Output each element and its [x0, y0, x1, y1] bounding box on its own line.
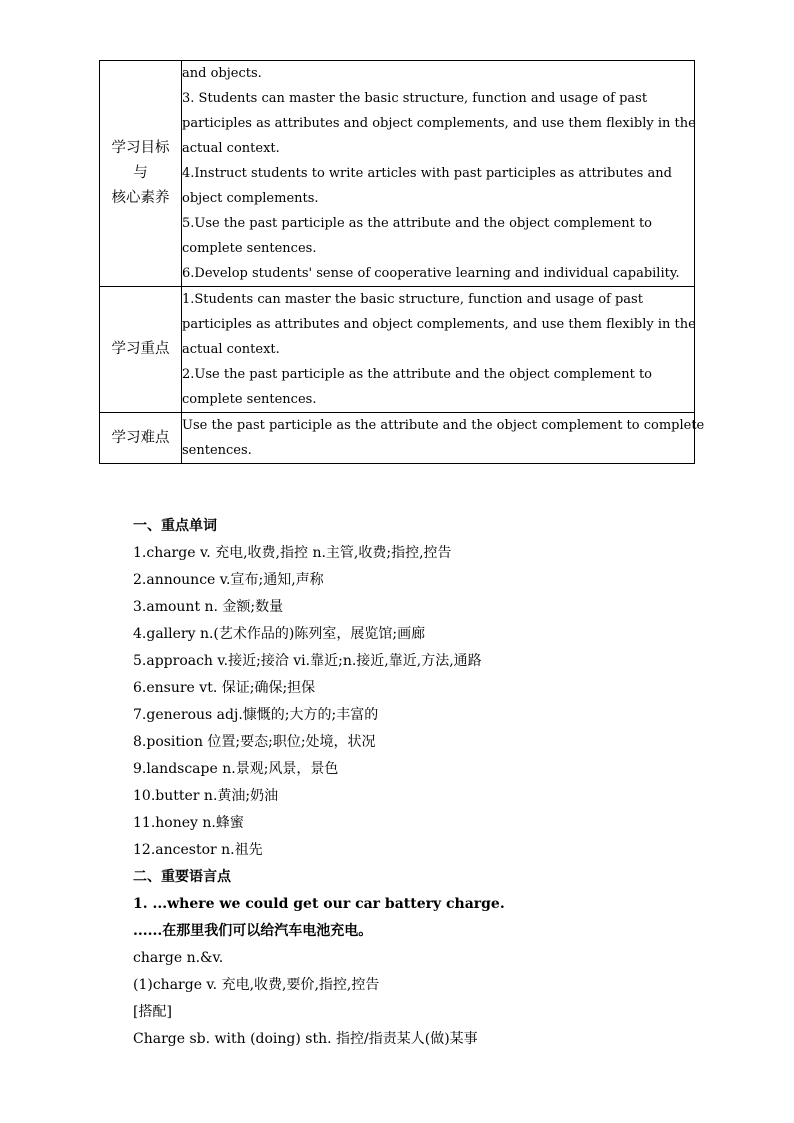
vocab-item: 8.position 位置;要态;职位;处境，状况 [133, 734, 376, 750]
label-line: 学习重点 [111, 341, 170, 357]
label-line: 学习难点 [111, 429, 170, 446]
vocab-item: 10.butter n.黄油;奶油 [133, 788, 279, 804]
section-heading-language-points: 二、重要语言点 [133, 869, 231, 885]
vocab-item: 11.honey n.蜂蜜 [133, 815, 244, 831]
content-line: 1.Students can master the basic structure, function and usage of past [182, 292, 643, 307]
content-line: 2.Use the past participle as the attribute and the object complement to [182, 367, 652, 382]
content-line: complete sentences. [182, 241, 317, 256]
row-content-difficulties [182, 413, 705, 464]
vocab-item: 2.announce v.宣布;通知,声称 [133, 572, 324, 588]
label-line: 学习目标 [111, 140, 170, 156]
content-line: object complements. [182, 191, 319, 206]
vocab-item: 7.generous adj.慷慨的;大方的;丰富的 [133, 707, 379, 723]
content-line: complete sentences. [182, 392, 317, 407]
content-line: sentences. [182, 443, 252, 458]
label-line: 与 [133, 165, 148, 181]
section-heading-vocabulary: 一、重点单词 [133, 518, 217, 534]
row-content-objectives [182, 61, 695, 287]
vocab-item: 1.charge v. 充电,收费,指控 n.主管,收费;指控,控告 [133, 545, 452, 561]
content-line: 3. Students can master the basic structure, function and usage of past [182, 91, 648, 106]
row-content-key-points [182, 287, 695, 413]
vocab-item: 6.ensure vt. 保证;确保;担保 [133, 680, 316, 696]
row-label-objectives [100, 61, 182, 287]
content-line: actual context. [182, 342, 280, 357]
collocation-label: [搭配] [133, 1004, 172, 1020]
word-pos: charge n.&v. [133, 950, 224, 966]
vocab-item: 12.ancestor n.祖先 [133, 842, 263, 858]
vocab-item: 9.landscape n.景观;风景，景色 [133, 761, 339, 777]
vocab-item: 5.approach v.接近;接洽 vi.靠近;n.接近,靠近,方法,通路 [133, 653, 482, 669]
content-line: Use the past participle as the attribute and the object complement to complete [182, 418, 705, 433]
notes-section [133, 513, 733, 1053]
content-line: participles as attributes and object complements, and use them flexibly in the [182, 317, 696, 332]
content-line: actual context. [182, 141, 280, 156]
label-line: 核心素养 [111, 190, 170, 206]
language-point-translation: ......在那里我们可以给汽车电池充电。 [133, 923, 373, 939]
content-line: 4.Instruct students to write articles with past participles as attributes and [182, 166, 672, 181]
collocation-example: Charge sb. with (doing) sth. 指控/指责某人(做)某事 [133, 1031, 478, 1047]
vocab-item: 3.amount n. 金额;数量 [133, 599, 284, 615]
row-label-difficulties [100, 413, 182, 464]
table-row [100, 413, 695, 464]
content-line: and objects. [182, 66, 262, 81]
content-line: 5.Use the past participle as the attribute and the object complement to [182, 216, 652, 231]
table-row [100, 287, 695, 413]
language-point-sentence: 1. ...where we could get our car battery charge. [133, 896, 505, 912]
lesson-objectives-table [99, 60, 705, 464]
content-line: 6.Develop students' sense of cooperative learning and individual capability. [182, 266, 680, 281]
row-label-key-points [100, 287, 182, 413]
word-sense: (1)charge v. 充电,收费,要价,指控,控告 [133, 977, 380, 993]
vocab-item: 4.gallery n.(艺术作品的)陈列室，展览馆;画廊 [133, 626, 426, 642]
content-line: participles as attributes and object complements, and use them flexibly in the [182, 116, 696, 131]
table-row [100, 61, 695, 287]
